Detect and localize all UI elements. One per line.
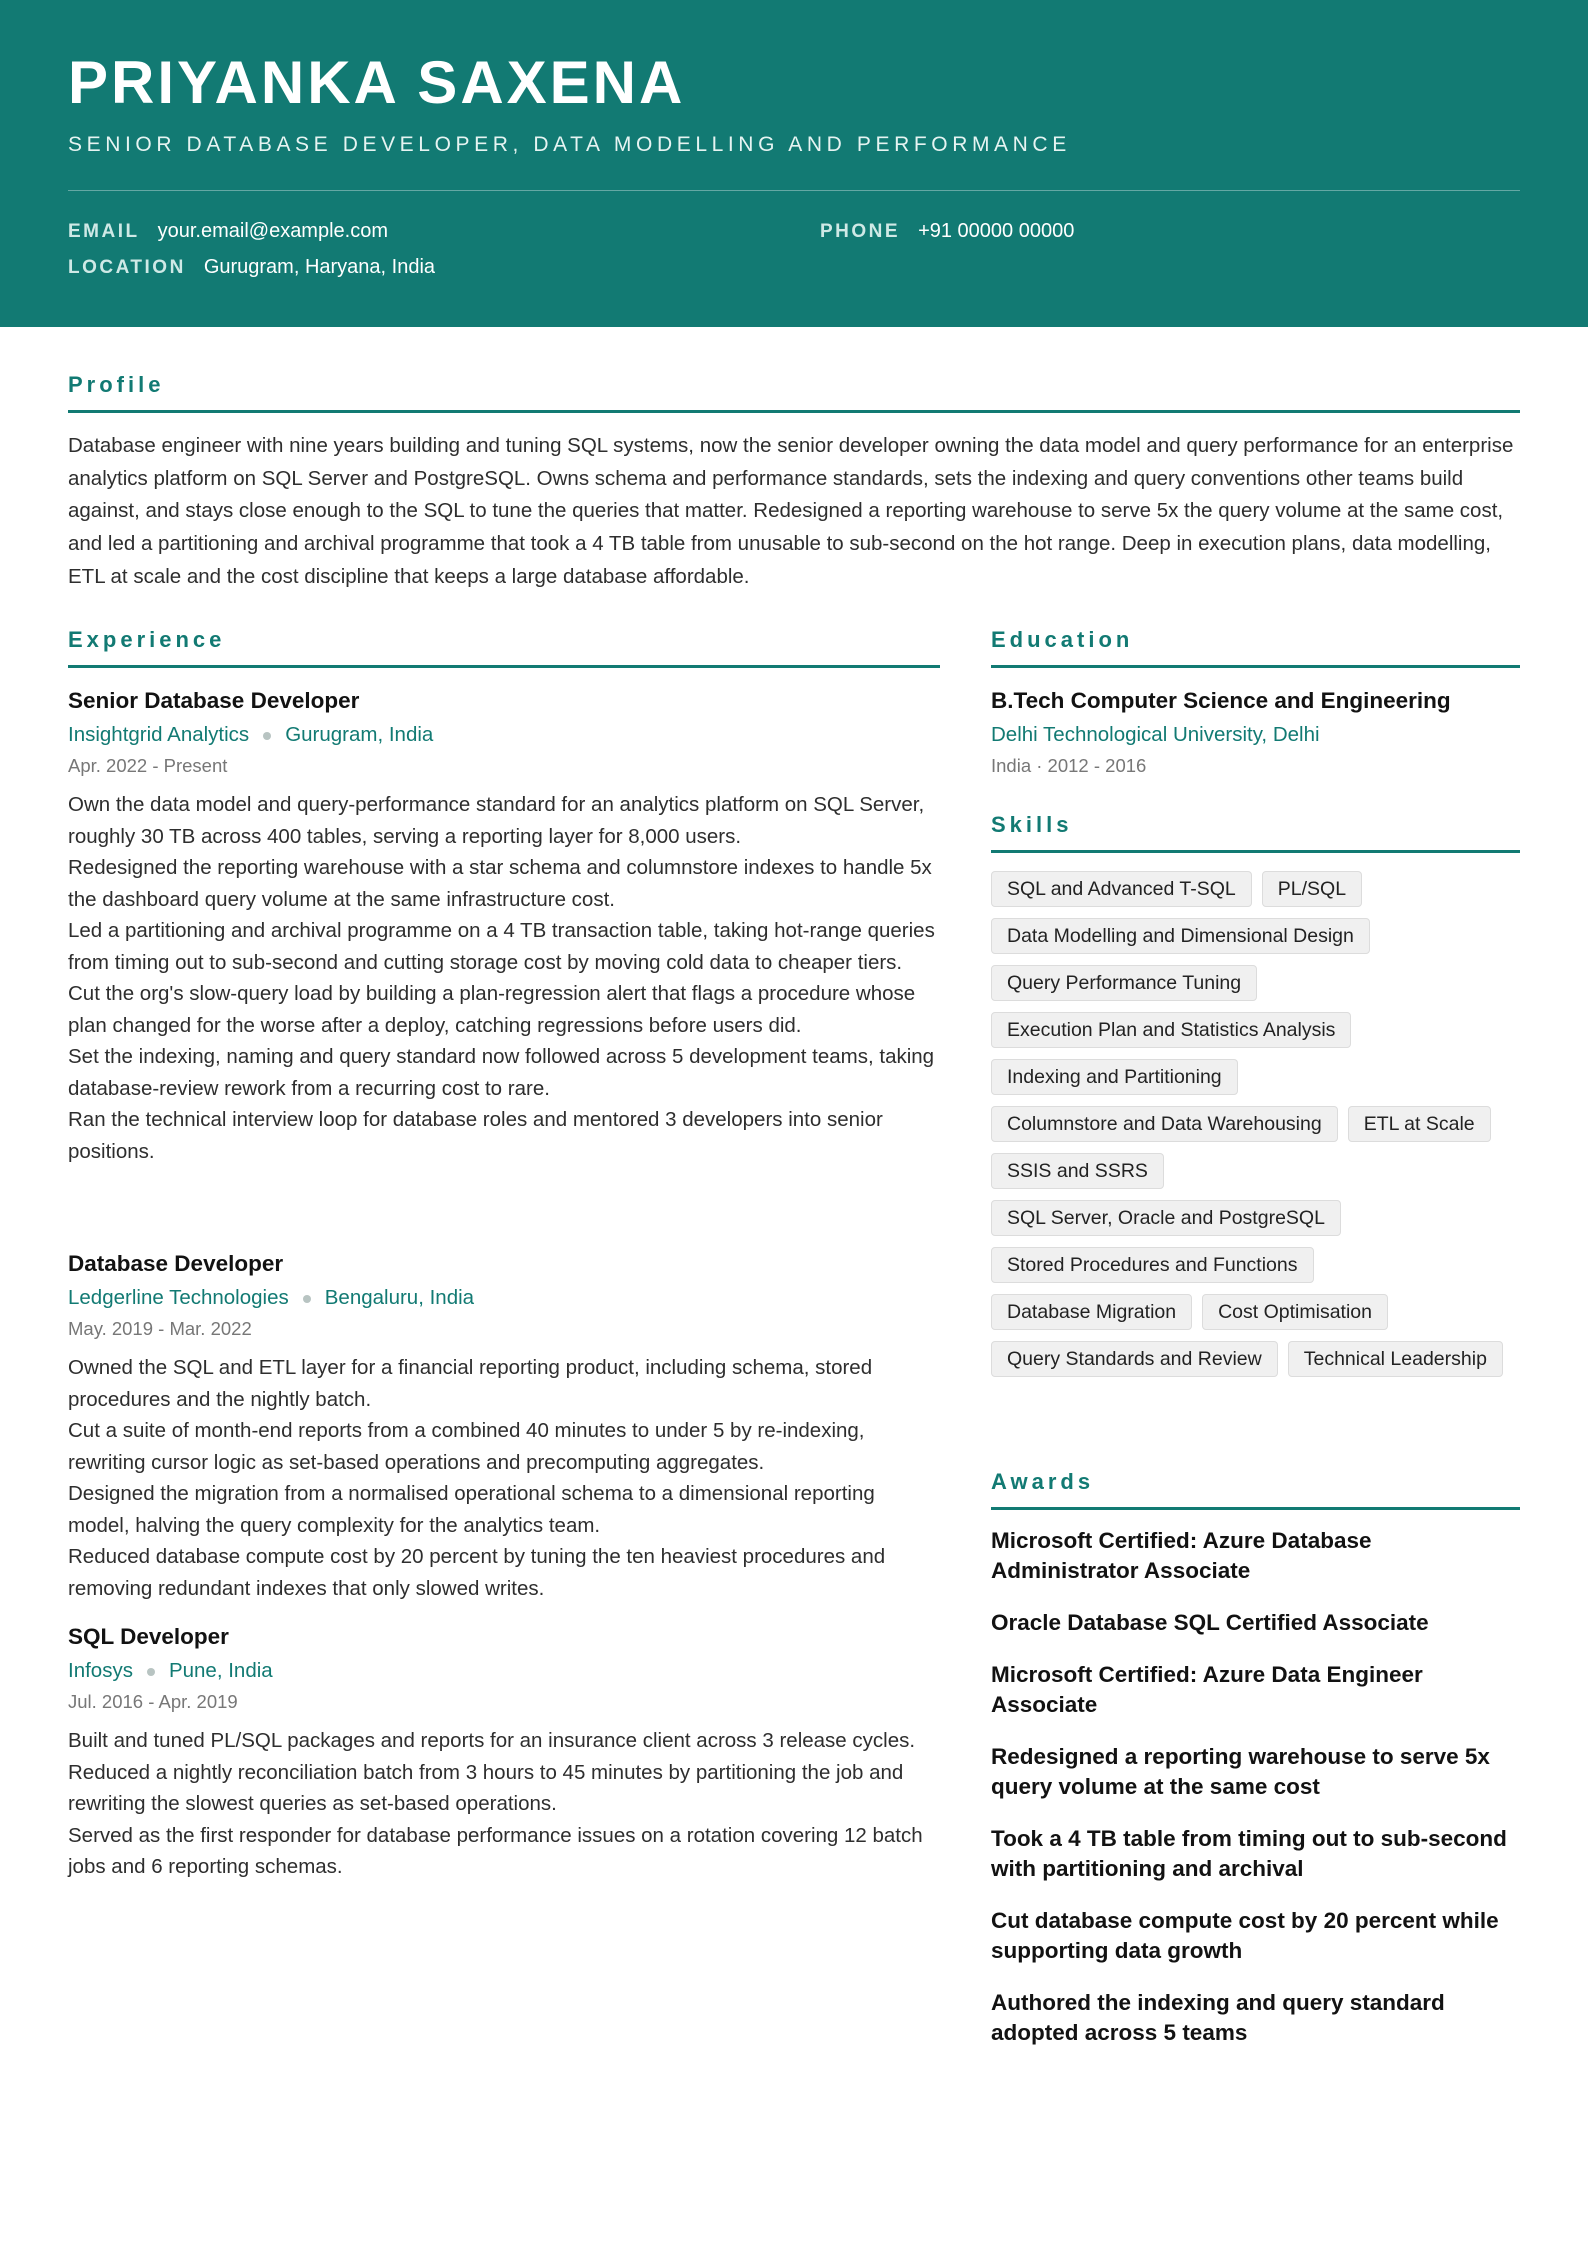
job-bullets (68, 789, 940, 1167)
location-value: Gurugram, Haryana, India (203, 256, 436, 278)
job-dates: May. 2019 - Mar. 2022 (68, 1318, 252, 1339)
job-bullet: Redesigned the reporting warehouse with a star schema and columnstore indexes to handle 5x the dashboard query volume at the same infrastructure cost. (68, 856, 932, 911)
job-bullet: Designed the migration from a normalised operational schema to a dimensional reporting model, halving the query complexity for the analytics team. (68, 1482, 875, 1537)
award-item: Cut database compute cost by 20 percent while supporting data growth (991, 1908, 1499, 1963)
email-label: EMAIL (68, 221, 140, 242)
education-entry (991, 684, 1520, 781)
experience-heading: Experience (68, 627, 226, 652)
job-entry-1 (68, 684, 940, 1167)
job-dates: Jul. 2016 - Apr. 2019 (68, 1691, 238, 1712)
separator-dot-icon (303, 1295, 311, 1303)
job-bullet: Set the indexing, naming and query standard now followed across 5 development teams, taking database-review rework from a recurring cost to rare. (68, 1045, 935, 1100)
contact-email (68, 220, 388, 243)
skill-chip: PL/SQL (1262, 871, 1362, 907)
edu-meta: India · 2012 - 2016 (991, 755, 1147, 776)
skill-chip: Execution Plan and Statistics Analysis (991, 1012, 1351, 1048)
job-meta (68, 718, 940, 751)
skill-chip: Columnstore and Data Warehousing (991, 1106, 1338, 1142)
edu-degree: B.Tech Computer Science and Engineering (991, 688, 1451, 713)
skill-chip: SQL and Advanced T-SQL (991, 871, 1252, 907)
skills-list (991, 871, 1520, 1377)
candidate-headline: SENIOR DATABASE DEVELOPER, DATA MODELLING AND PERFORMANCE (68, 133, 1071, 156)
awards-rule (991, 1507, 1520, 1510)
job-bullet: Cut a suite of month-end reports from a combined 40 minutes to under 5 by re-indexing, rewriting cursor logic as set-based operations and precomputing aggregates. (68, 1419, 865, 1474)
skills-rule (991, 850, 1520, 853)
job-meta (68, 1281, 940, 1314)
profile-rule (68, 410, 1520, 413)
skill-chip: Technical Leadership (1288, 1341, 1503, 1377)
skill-chip: SQL Server, Oracle and PostgreSQL (991, 1200, 1341, 1236)
job-company: Ledgerline Technologies (68, 1286, 289, 1309)
job-location: Bengaluru, India (324, 1286, 475, 1309)
education-heading: Education (991, 627, 1134, 652)
edu-school: Delhi Technological University, Delhi (991, 723, 1320, 746)
job-entry-3 (68, 1620, 940, 1883)
location-label: LOCATION (68, 257, 186, 278)
job-bullet: Ran the technical interview loop for database roles and mentored 3 developers into senior positions. (68, 1108, 883, 1163)
job-bullet: Built and tuned PL/SQL packages and reports for an insurance client across 3 release cycles. (68, 1729, 916, 1752)
job-company: Insightgrid Analytics (68, 723, 250, 746)
job-bullet: Reduced database compute cost by 20 percent by tuning the ten heaviest procedures and removing redundant indexes that only slowed writes. (68, 1545, 886, 1600)
skill-chip: Database Migration (991, 1294, 1192, 1330)
skill-chip: Query Standards and Review (991, 1341, 1278, 1377)
job-title: SQL Developer (68, 1624, 229, 1649)
job-bullet: Led a partitioning and archival programme on a 4 TB transaction table, taking hot-range queries from timing out to sub-second and cutting storage cost by moving cold data to cheaper tiers. (68, 919, 935, 974)
skill-chip: Indexing and Partitioning (991, 1059, 1238, 1095)
education-rule (991, 665, 1520, 668)
skill-chip: SSIS and SSRS (991, 1153, 1164, 1189)
phone-label: PHONE (820, 221, 901, 242)
skills-heading: Skills (991, 812, 1073, 837)
phone-value[interactable]: +91 00000 00000 (918, 220, 1075, 242)
job-bullet: Own the data model and query-performance standard for an analytics platform on SQL Server, roughly 30 TB across 400 tables, serving a reporting layer for 8,000 users. (68, 793, 925, 848)
job-bullet: Served as the first responder for database performance issues on a rotation covering 12 batch jobs and 6 reporting schemas. (68, 1823, 923, 1878)
skill-chip: Data Modelling and Dimensional Design (991, 918, 1370, 954)
skill-chip: Cost Optimisation (1202, 1294, 1388, 1330)
contact-phone (820, 220, 1074, 243)
profile-summary: Database engineer with nine years building and tuning SQL systems, now the senior developer owning the data model and query performance for an enterprise analytics platform on SQL Server and PostgreSQL. Owns schema and performance standards, sets the indexing and query conventions other teams build against, and stays close enough to the SQL to tune the queries that matter. Redesigned a reporting warehouse to serve 5x the query volume at the same cost, and led a partitioning and archival programme that took a 4 TB table from unusable to sub-second on the hot range. Deep in execution plans, data modelling, ETL at scale and the cost discipline that keeps a large database affordable. (68, 434, 1514, 588)
skill-chip: Query Performance Tuning (991, 965, 1257, 1001)
award-item: Took a 4 TB table from timing out to sub-second with partitioning and archival (991, 1826, 1507, 1881)
job-bullet: Owned the SQL and ETL layer for a financial reporting product, including schema, stored procedures and the nightly batch. (68, 1356, 873, 1411)
profile-heading: Profile (68, 372, 165, 397)
job-location: Pune, India (168, 1659, 273, 1682)
award-item: Authored the indexing and query standard adopted across 5 teams (991, 1990, 1445, 2045)
job-bullets (68, 1725, 940, 1883)
job-bullet: Cut the org's slow-query load by building a plan-regression alert that flags a procedure whose plan changed for the worse after a deploy, catching regressions before users did. (68, 982, 916, 1037)
job-bullets (68, 1352, 940, 1604)
experience-rule (68, 665, 940, 668)
award-item: Microsoft Certified: Azure Database Administrator Associate (991, 1528, 1372, 1583)
job-dates: Apr. 2022 - Present (68, 755, 228, 776)
job-entry-2 (68, 1247, 940, 1604)
job-company: Infosys (68, 1659, 133, 1682)
awards-heading: Awards (991, 1469, 1095, 1494)
skill-chip: ETL at Scale (1348, 1106, 1491, 1142)
award-item: Microsoft Certified: Azure Data Engineer Associate (991, 1662, 1423, 1717)
header-band (0, 0, 1588, 327)
separator-dot-icon (263, 732, 271, 740)
award-item: Oracle Database SQL Certified Associate (991, 1610, 1429, 1635)
separator-dot-icon (147, 1668, 155, 1676)
email-value[interactable]: your.email@example.com (157, 220, 388, 242)
job-meta (68, 1654, 940, 1687)
header-divider (68, 190, 1520, 191)
skill-chip: Stored Procedures and Functions (991, 1247, 1314, 1283)
candidate-name: PRIYANKA SAXENA (68, 49, 686, 116)
contact-location (68, 256, 435, 279)
job-title: Senior Database Developer (68, 688, 360, 713)
job-title: Database Developer (68, 1251, 284, 1276)
job-location: Gurugram, India (285, 723, 434, 746)
award-item: Redesigned a reporting warehouse to serve 5x query volume at the same cost (991, 1744, 1490, 1799)
job-bullet: Reduced a nightly reconciliation batch from 3 hours to 45 minutes by partitioning the job and rewriting the slowest queries as set-based operations. (68, 1760, 904, 1815)
